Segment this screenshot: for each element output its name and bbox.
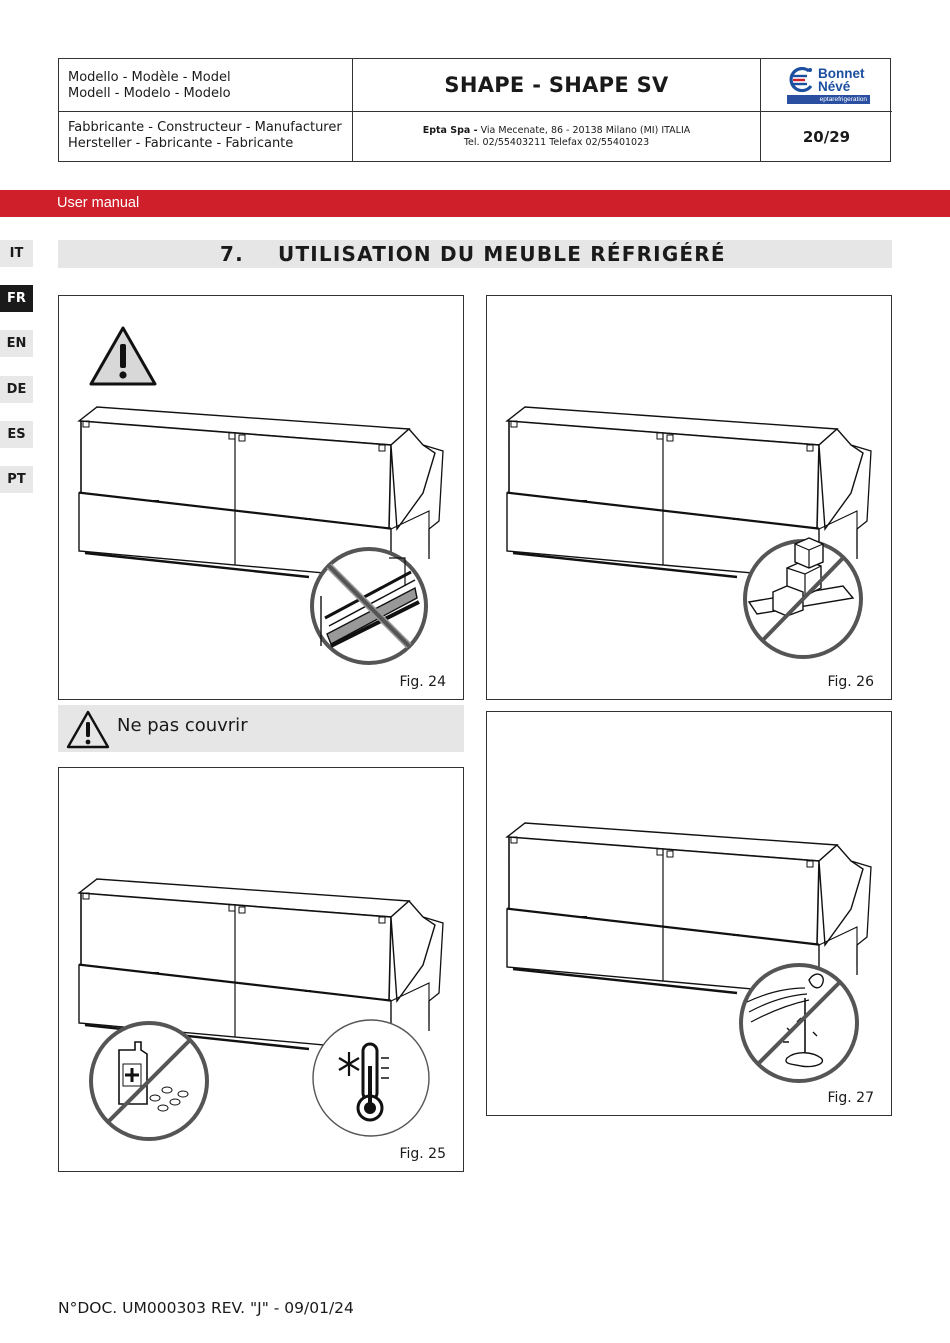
figure-27-caption: Fig. 27 [827,1090,874,1106]
band-label: User manual [57,195,140,211]
figure-25 [58,767,464,1172]
product-name: SHAPE - SHAPE SV [353,59,761,112]
no-chemicals-icon [91,1023,207,1139]
warning-bar [58,705,464,752]
model-label-line-2: Modell - Modelo - Modelo [68,86,231,101]
figure-24-drawing [59,296,465,701]
company-address: Via Mecenate, 86 - 20138 Milano (MI) ITALIA [480,125,691,136]
no-water-spray-icon [741,965,857,1081]
figure-26-drawing [487,296,893,701]
figure-25-caption: Fig. 25 [399,1146,446,1162]
figure-27-drawing [487,712,893,1117]
lang-tab-fr[interactable]: FR [0,285,33,312]
bonnet-neve-logo [787,66,871,106]
manufacturer-label-cell [59,112,353,162]
thermometer-snowflake-icon [313,1020,429,1136]
warning-triangle-icon [91,328,155,384]
figure-27 [486,711,892,1116]
page-number: 20/29 [802,128,851,146]
no-cover-grille-icon [312,549,426,663]
company-line-1 [353,125,760,137]
lang-tab-es[interactable]: ES [0,421,33,448]
no-boxes-icon [745,538,861,657]
warning-text: Ne pas couvrir [117,715,248,736]
company-info-cell [353,112,761,162]
logo-tagline: eptarefrigeration [787,95,870,104]
figure-24-caption: Fig. 24 [399,674,446,690]
logo-line-2: Névé [818,79,851,94]
header-table [58,58,891,162]
figure-25-drawing [59,768,465,1173]
figure-26-caption: Fig. 26 [827,674,874,690]
lang-tab-en[interactable]: EN [0,330,33,357]
model-label-line-1: Modello - Modèle - Model [68,70,231,85]
manufacturer-label-line-1: Fabbricante - Constructeur - Manufacturer [68,120,342,135]
section-number: 7. [220,242,244,266]
logo-mark-icon [787,66,817,94]
figure-26 [486,295,892,700]
warning-triangle-icon [66,709,110,749]
figure-24 [58,295,464,700]
logo-cell [761,59,892,112]
lang-tab-it[interactable]: IT [0,240,33,267]
section-band [0,190,950,217]
company-phone: Tel. 02/55403211 Telefax 02/55401023 [463,137,650,148]
lang-tab-de[interactable]: DE [0,376,33,403]
document-number: N°DOC. UM000303 REV. "J" - 09/01/24 [58,1299,354,1317]
section-title [58,240,892,268]
logo-wordmark [818,67,865,93]
manufacturer-label-line-2: Hersteller - Fabricante - Fabricante [68,136,294,151]
lang-tab-pt[interactable]: PT [0,466,33,493]
section-title-text: UTILISATION DU MEUBLE RÉFRIGÉRÉ [278,242,726,266]
company-name: Epta Spa - [422,125,478,136]
logo-line-1: Bonnet [818,66,865,81]
model-label-cell [59,59,353,112]
